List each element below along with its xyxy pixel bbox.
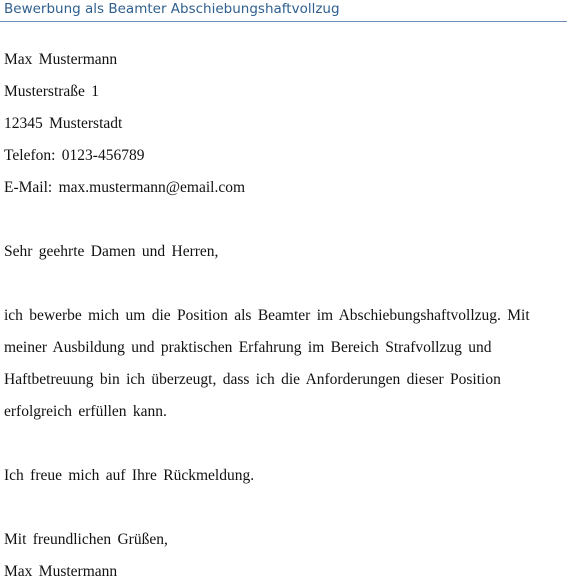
sender-street: Musterstraße 1 <box>4 83 100 100</box>
header-divider <box>0 21 567 22</box>
blank-line <box>4 268 564 300</box>
paragraph-2: Ich freue mich auf Ihre Rückmeldung. <box>4 467 255 484</box>
closing-greeting: Mit freundlichen Grüßen, <box>4 531 168 548</box>
sender-email: E-Mail: max.mustermann@email.com <box>4 179 246 196</box>
paragraph-1-line: meiner Ausbildung und praktischen Erfahrung im Bereich Strafvollzug und <box>4 339 492 356</box>
salutation: Sehr geehrte Damen und Herren, <box>4 243 219 260</box>
paragraph-1-line: ich bewerbe mich um die Position als Beamter im Abschiebungshaftvollzug. Mit <box>4 307 530 324</box>
paragraph-1-line: erfolgreich erfüllen kann. <box>4 403 167 420</box>
paragraph-1-line: Haftbetreuung bin ich überzeugt, dass ich die Anforderungen dieser Position <box>4 371 501 388</box>
sender-name: Max Mustermann <box>4 51 118 68</box>
signature-name: Max Mustermann <box>4 563 118 580</box>
sender-phone: Telefon: 0123-456789 <box>4 147 145 164</box>
blank-line <box>4 204 564 236</box>
letter-body <box>4 44 564 588</box>
document-header-title: Bewerbung als Beamter Abschiebungshaftvollzug <box>4 1 340 17</box>
blank-line <box>4 492 564 524</box>
blank-line <box>4 428 564 460</box>
sender-city: 12345 Musterstadt <box>4 115 123 132</box>
